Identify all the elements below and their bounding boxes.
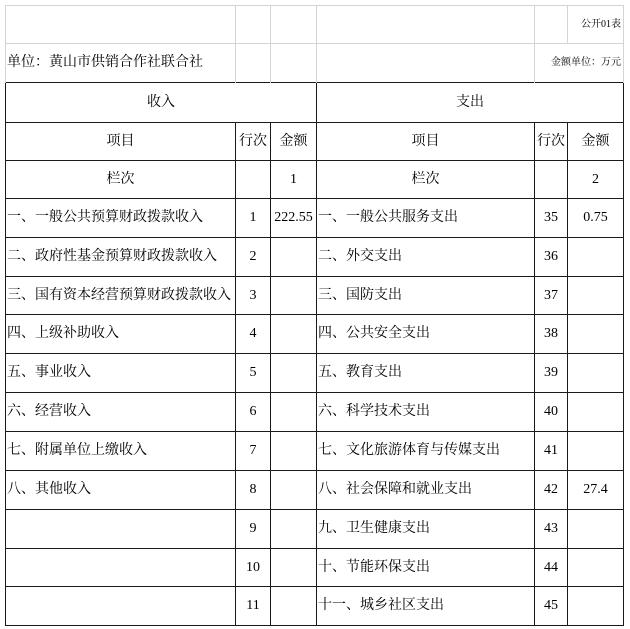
empty-cell (236, 44, 271, 83)
income-amount-cell: 222.55 (271, 199, 317, 238)
income-line-cell: 2 (236, 238, 271, 277)
income-item-cell: 二、政府性基金预算财政拨款收入 (6, 238, 236, 277)
table-row (6, 315, 624, 354)
income-amount-cell (271, 549, 317, 587)
income-amount-cell (271, 471, 317, 510)
income-item-header: 项目 (6, 123, 236, 161)
form-code-row (6, 6, 624, 44)
table-row (6, 277, 624, 315)
empty-cell (236, 6, 271, 44)
column-header-row (6, 123, 624, 161)
table-row (6, 471, 624, 510)
table-row (6, 393, 624, 432)
income-line-cell: 7 (236, 432, 271, 471)
income-amount-cell (271, 238, 317, 277)
income-line-cell: 3 (236, 277, 271, 315)
expense-item-cell: 十、节能环保支出 (317, 549, 535, 587)
table-row (6, 432, 624, 471)
income-line-no-header: 行次 (236, 123, 271, 161)
table-row (6, 510, 624, 549)
table-row (6, 587, 624, 626)
income-line-cell: 10 (236, 549, 271, 587)
expense-line-cell: 45 (535, 587, 568, 626)
income-item-cell (6, 549, 236, 587)
income-line-cell: 4 (236, 315, 271, 354)
expense-item-cell: 六、科学技术支出 (317, 393, 535, 432)
expense-item-cell: 九、卫生健康支出 (317, 510, 535, 549)
budget-table (5, 5, 624, 626)
expense-line-cell: 41 (535, 432, 568, 471)
expense-line-cell: 38 (535, 315, 568, 354)
expense-item-cell: 七、文化旅游体育与传媒支出 (317, 432, 535, 471)
income-item-cell (6, 587, 236, 626)
expense-item-cell: 一、一般公共服务支出 (317, 199, 535, 238)
income-item-cell: 一、一般公共预算财政拨款收入 (6, 199, 236, 238)
empty-cell (236, 161, 271, 199)
empty-cell (317, 44, 535, 83)
expense-column-label: 栏次 (317, 161, 535, 199)
expense-line-cell: 36 (535, 238, 568, 277)
income-amount-cell (271, 587, 317, 626)
expense-amount-cell (568, 354, 624, 393)
income-section-header: 收入 (6, 83, 317, 123)
income-item-cell: 六、经营收入 (6, 393, 236, 432)
unit-row (6, 44, 624, 83)
table-row (6, 199, 624, 238)
expense-amount-cell: 27.4 (568, 471, 624, 510)
expense-item-cell: 三、国防支出 (317, 277, 535, 315)
income-column-label: 栏次 (6, 161, 236, 199)
income-item-cell: 八、其他收入 (6, 471, 236, 510)
expense-line-cell: 44 (535, 549, 568, 587)
expense-amount-cell (568, 238, 624, 277)
expense-amount-cell (568, 587, 624, 626)
expense-amount-cell (568, 315, 624, 354)
expense-amount-cell (568, 393, 624, 432)
expense-line-cell: 37 (535, 277, 568, 315)
table-row (6, 549, 624, 587)
expense-line-cell: 35 (535, 199, 568, 238)
expense-column-number: 2 (568, 161, 624, 199)
expense-item-header: 项目 (317, 123, 535, 161)
expense-line-cell: 40 (535, 393, 568, 432)
income-amount-cell (271, 354, 317, 393)
expense-section-header: 支出 (317, 83, 624, 123)
expense-line-no-header: 行次 (535, 123, 568, 161)
empty-cell (271, 44, 317, 83)
income-amount-cell (271, 432, 317, 471)
income-item-cell: 五、事业收入 (6, 354, 236, 393)
amount-unit-label: 金额单位：万元 (535, 44, 624, 83)
expense-line-cell: 43 (535, 510, 568, 549)
income-column-number: 1 (271, 161, 317, 199)
expense-amount-header: 金额 (568, 123, 624, 161)
income-item-cell: 三、国有资本经营预算财政拨款收入 (6, 277, 236, 315)
expense-amount-cell (568, 277, 624, 315)
empty-cell (317, 6, 535, 44)
empty-cell (535, 6, 568, 44)
income-line-cell: 11 (236, 587, 271, 626)
expense-item-cell: 十一、城乡社区支出 (317, 587, 535, 626)
expense-item-cell: 二、外交支出 (317, 238, 535, 277)
income-line-cell: 8 (236, 471, 271, 510)
expense-line-cell: 39 (535, 354, 568, 393)
unit-label: 单位：黄山市供销合作社联合社 (6, 44, 236, 83)
expense-item-cell: 四、公共安全支出 (317, 315, 535, 354)
expense-item-cell: 五、教育支出 (317, 354, 535, 393)
empty-cell (535, 161, 568, 199)
expense-item-cell: 八、社会保障和就业支出 (317, 471, 535, 510)
section-header-row (6, 83, 624, 123)
expense-amount-cell (568, 510, 624, 549)
income-item-cell (6, 510, 236, 549)
income-amount-cell (271, 277, 317, 315)
expense-line-cell: 42 (535, 471, 568, 510)
income-item-cell: 七、附属单位上缴收入 (6, 432, 236, 471)
income-amount-cell (271, 315, 317, 354)
income-line-cell: 9 (236, 510, 271, 549)
empty-cell (6, 6, 236, 44)
table-row (6, 238, 624, 277)
table-row (6, 354, 624, 393)
income-line-cell: 1 (236, 199, 271, 238)
expense-amount-cell (568, 432, 624, 471)
form-code-label: 公开01表 (568, 6, 624, 44)
column-number-row (6, 161, 624, 199)
empty-cell (271, 6, 317, 44)
income-line-cell: 5 (236, 354, 271, 393)
expense-amount-cell (568, 549, 624, 587)
income-amount-cell (271, 393, 317, 432)
income-line-cell: 6 (236, 393, 271, 432)
income-amount-header: 金额 (271, 123, 317, 161)
income-item-cell: 四、上级补助收入 (6, 315, 236, 354)
expense-amount-cell: 0.75 (568, 199, 624, 238)
income-amount-cell (271, 510, 317, 549)
